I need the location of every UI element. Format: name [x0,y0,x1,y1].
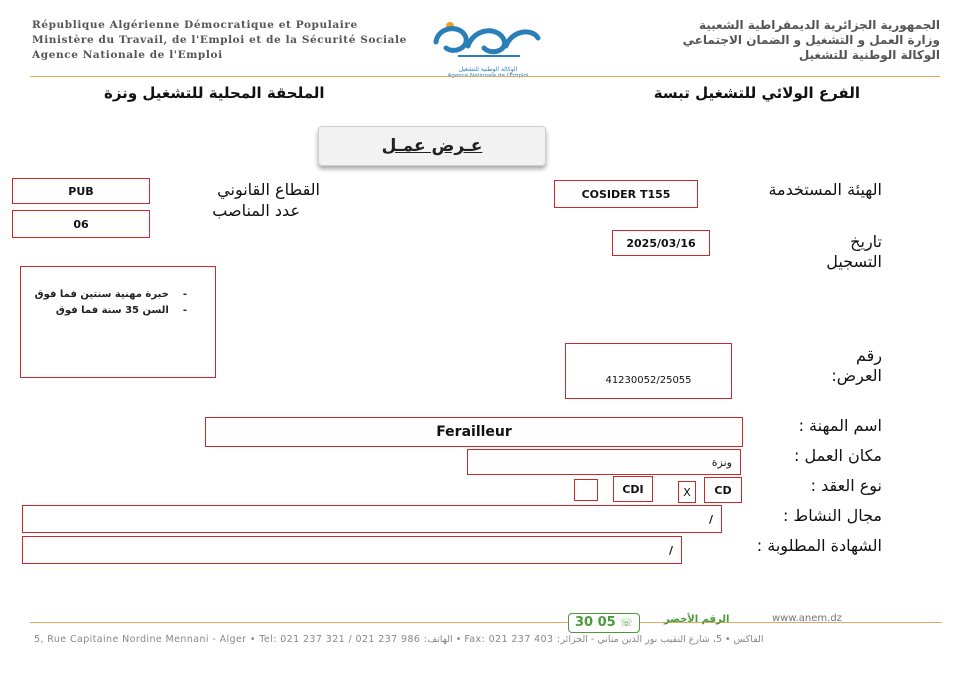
green-number-label: الرقم الأخضر [664,614,730,625]
regional-branch: الفرع الولائي للتشغيل تبسة [653,84,860,102]
header-ar-line-3: الوكالة الوطنية للتشغيل [798,48,940,62]
employer-value: COSIDER T155 [554,180,698,208]
job-value: Ferailleur [205,417,743,447]
contract-label: نوع العقد : [810,476,882,495]
header-fr-line-1: République Algérienne Démocratique et Populaire [32,19,358,31]
offer-label-1: رقم [855,346,882,365]
sector-label: القطاع القانوني [217,180,320,199]
job-label: اسم المهنة : [798,416,882,435]
positions-label: عدد المناصب [212,201,300,220]
date-label-2: التسجيل [826,252,882,271]
contract-cdi-label: CDI [613,476,653,502]
page-title [318,126,546,166]
contract-cd-checkbox[interactable]: X [678,481,696,503]
activity-label: مجال النشاط : [782,506,882,525]
anem-logo-icon [428,16,548,62]
requirements-box [20,266,216,378]
anem-logo [428,16,548,72]
diploma-value: / [22,536,682,564]
offer-value: 41230052/25055 [565,343,732,399]
offer-label-2: العرض: [831,366,882,385]
contract-cdi-checkbox[interactable] [574,479,598,501]
header-ar-line-2: وزارة العمل و التشغيل و الضمان الاجتماعي [682,33,940,47]
place-value: ونزة [467,449,741,475]
requirement-item: - السن 35 سنة فما فوق [21,303,187,319]
header-ar-line-1: الجمهورية الجزائرية الديمقراطية الشعبية [698,18,940,32]
phone-icon: ☏ [620,618,633,629]
header-arabic [683,18,940,63]
logo-caption-ar: الوكالة الوطنية للتشغيل [458,66,518,73]
green-number-value: 30 05 [575,615,616,630]
header-divider [30,76,940,77]
requirement-item: - خبرة مهنية سنتين فما فوق [21,287,187,303]
footer-address: 5, Rue Capitaine Nordine Mennani - Alger • Tel: 021 237 321 / 021 237 986 :الهاتف • Fax: 021 237 403 :الفاكس • 5، شارع النقيب نور الدين مناني - الجزائر [34,634,764,645]
sector-value: PUB [12,178,150,204]
diploma-label: الشهادة المطلوبة : [756,536,882,555]
header-fr-line-3: Agence Nationale de l'Emploi [32,49,223,61]
date-value: 2025/03/16 [612,230,710,256]
activity-value: / [22,505,722,533]
header-fr-line-2: Ministère du Travail, de l'Emploi et de la Sécurité Sociale [32,34,407,46]
date-label-1: تاريخ [850,232,882,251]
header-french [32,18,407,63]
place-label: مكان العمل : [794,446,882,465]
website: www.anem.dz [772,613,842,624]
positions-value: 06 [12,210,150,238]
contract-cd-label: CD [704,477,742,503]
employer-label: الهيئة المستخدمة [768,180,882,199]
green-number [568,613,640,633]
local-branch: الملحقة المحلية للتشغيل ونزة [104,84,325,102]
page-title-text: عـرض عمـل [381,136,483,156]
